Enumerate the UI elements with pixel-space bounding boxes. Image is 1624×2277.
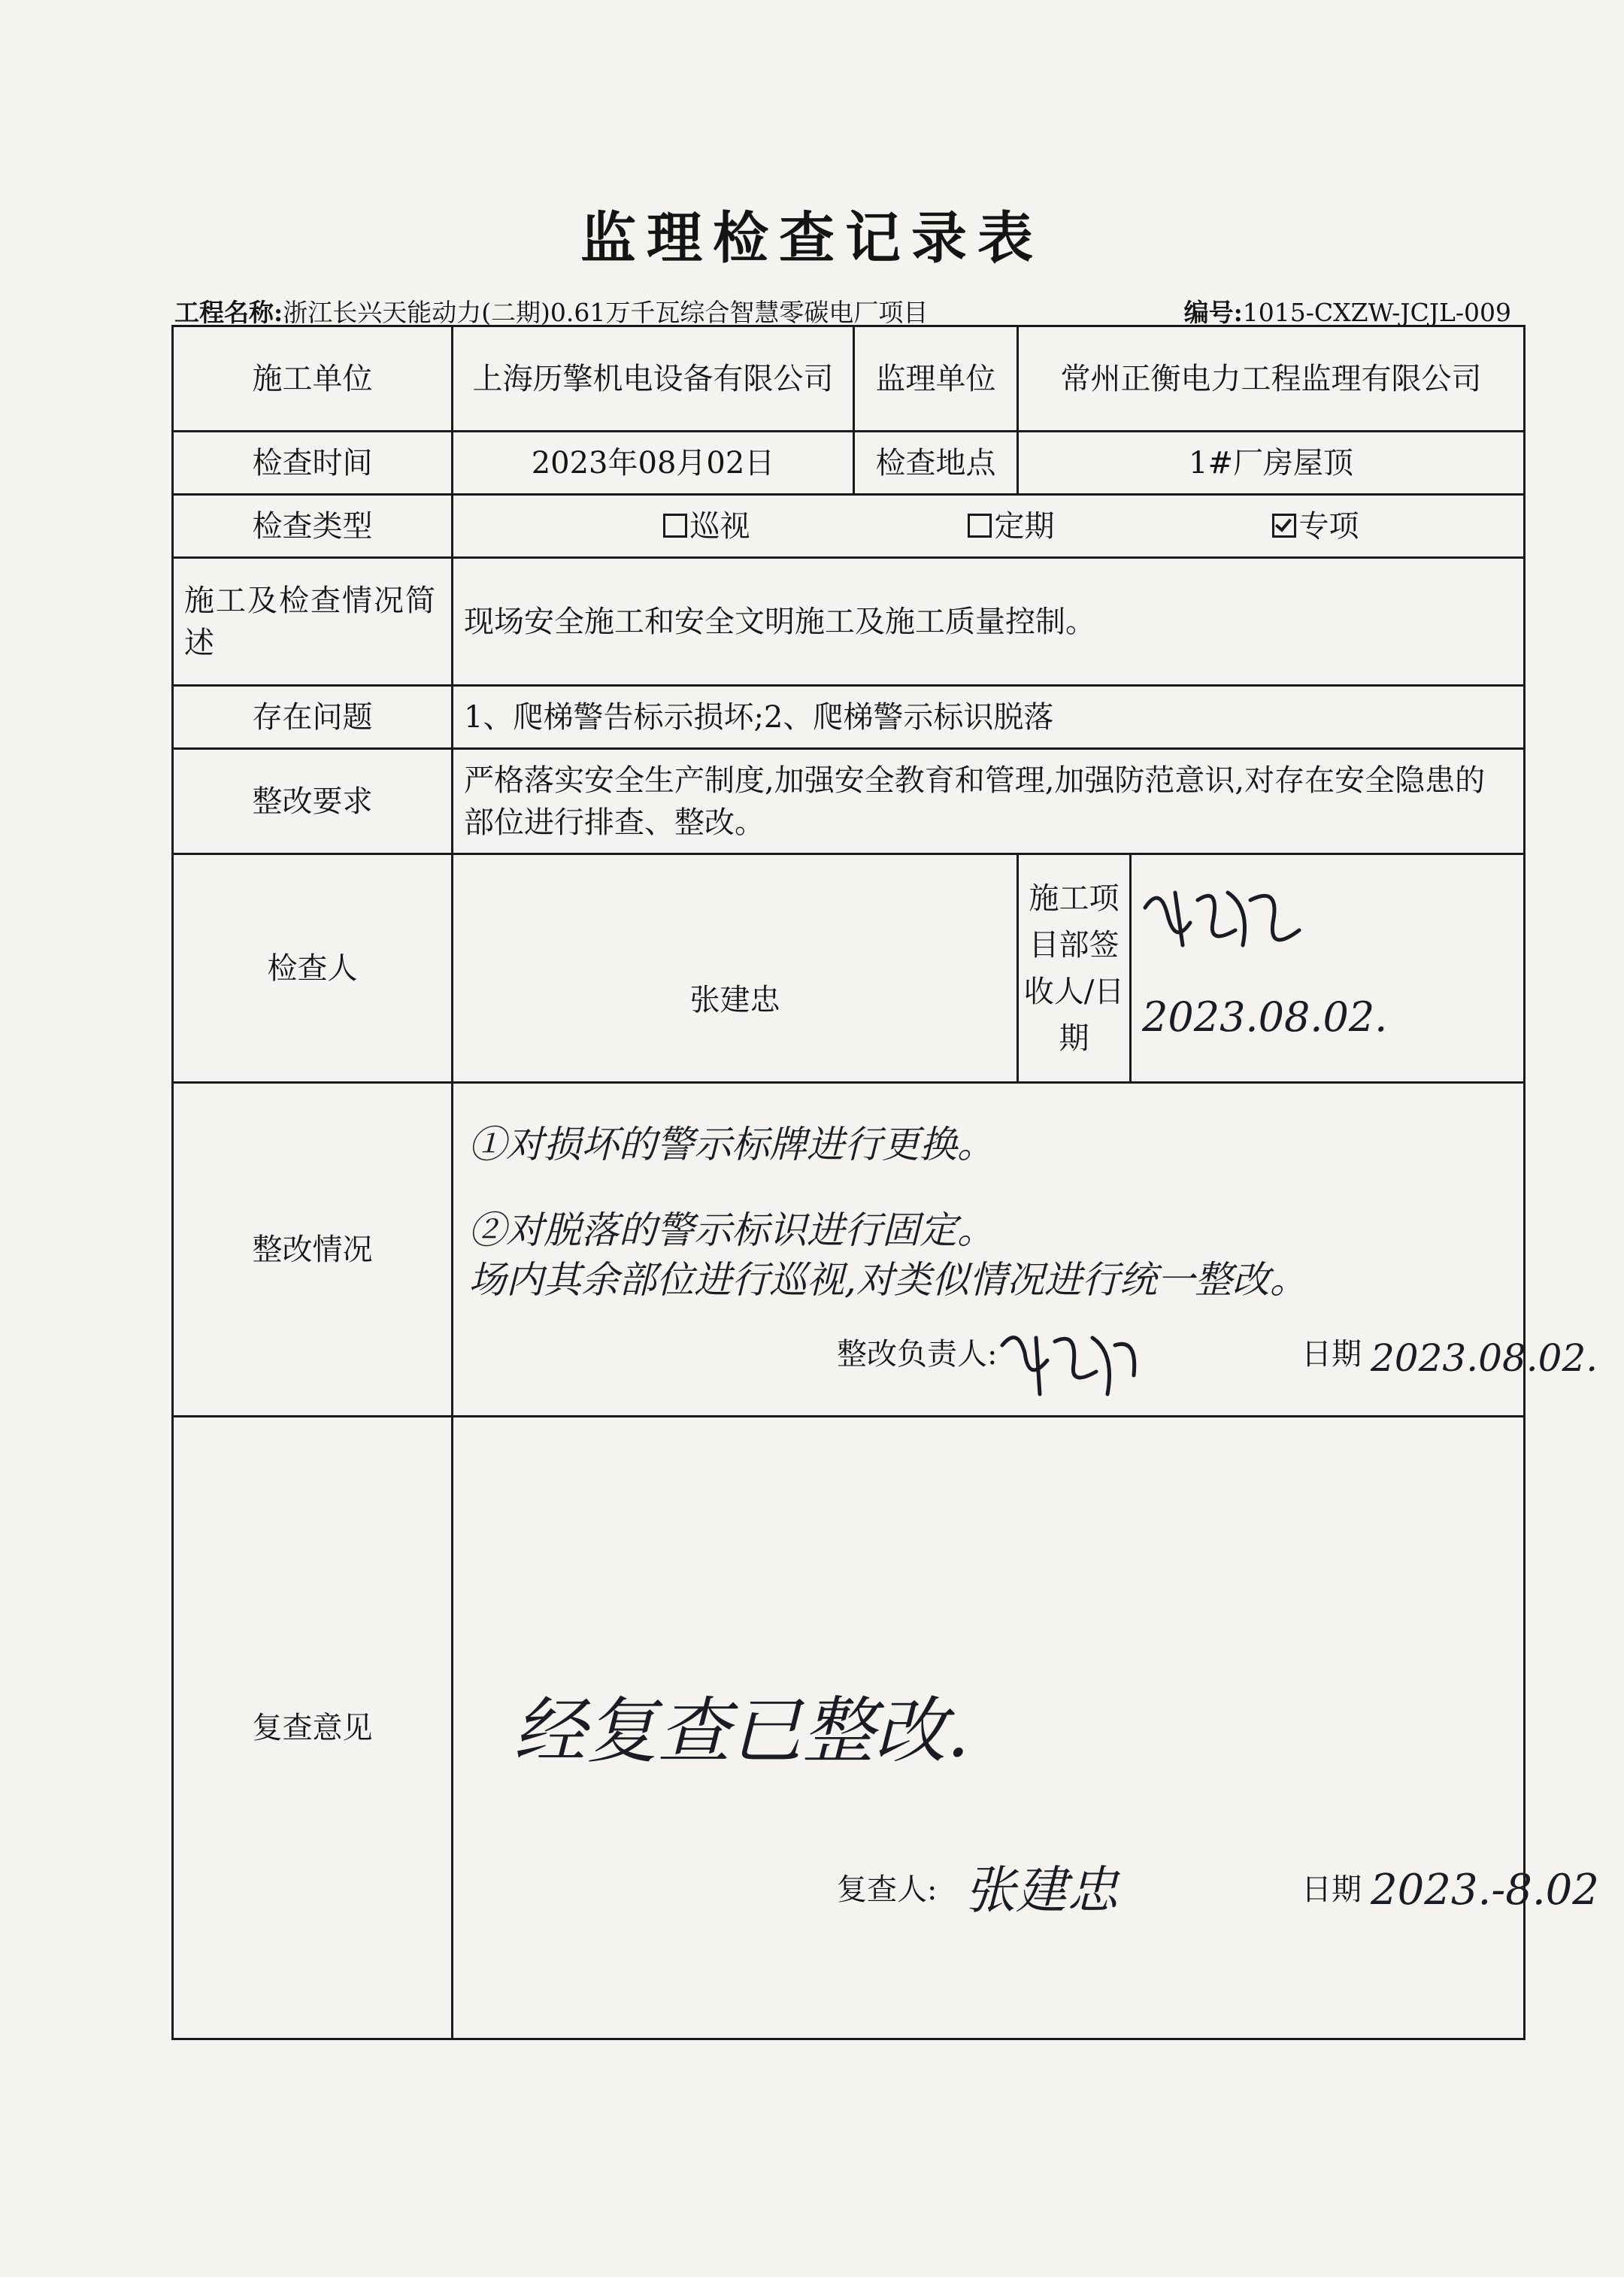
rect-person-signature-icon bbox=[995, 1323, 1145, 1405]
receiver-signature-cell bbox=[1131, 854, 1525, 1083]
check-type-label: 检查类型 bbox=[173, 495, 453, 558]
row-rectification bbox=[173, 1083, 1525, 1417]
rect-date-label: 日期 bbox=[1301, 1337, 1362, 1372]
header-line bbox=[174, 293, 1511, 329]
review-opinion: 经复查已整改. bbox=[514, 1689, 970, 1773]
review-date-label: 日期 bbox=[1301, 1872, 1362, 1907]
supervision-unit-label: 监理单位 bbox=[854, 326, 1018, 432]
check-type-options bbox=[453, 495, 1525, 558]
row-time-place bbox=[173, 432, 1525, 495]
reviewer-signature: 张建忠 bbox=[965, 1861, 1119, 1921]
inspector-value: 张建忠 bbox=[453, 854, 1018, 1083]
row-summary bbox=[173, 558, 1525, 686]
review-label: 复查意见 bbox=[173, 1417, 453, 2039]
check-place-label: 检查地点 bbox=[854, 432, 1018, 495]
project-field bbox=[174, 293, 928, 329]
number-label: 编号: bbox=[1183, 298, 1243, 327]
rectification-line-1: ①对损坏的警示标牌进行更换。 bbox=[468, 1123, 995, 1166]
check-type-special-label: 专项 bbox=[1298, 508, 1359, 544]
construction-unit-value: 上海历擎机电设备有限公司 bbox=[453, 326, 854, 432]
row-review bbox=[173, 1417, 1525, 2039]
problems-label: 存在问题 bbox=[173, 686, 453, 749]
row-inspector bbox=[173, 854, 1525, 1083]
row-units bbox=[173, 326, 1525, 432]
receiver-label: 施工项目部签收人/日期 bbox=[1018, 854, 1131, 1083]
problems-value: 1、爬梯警告标示损坏;2、爬梯警示标识脱落 bbox=[453, 686, 1525, 749]
check-type-patrol-label: 巡视 bbox=[689, 508, 750, 544]
rectification-line-2: ②对脱落的警示标识进行固定。 bbox=[468, 1208, 995, 1252]
rect-date: 2023.08.02. bbox=[1371, 1336, 1598, 1380]
check-type-regular[interactable] bbox=[968, 505, 1055, 547]
rect-person-label: 整改负责人: bbox=[837, 1337, 998, 1372]
record-table bbox=[171, 325, 1599, 2040]
review-date: 2023.-8.02 bbox=[1371, 1866, 1599, 1915]
rectification-line-3: 场内其余部位进行巡视,对类似情况进行统一整改。 bbox=[468, 1258, 1307, 1302]
construction-unit-label: 施工单位 bbox=[173, 326, 453, 432]
supervision-unit-value: 常州正衡电力工程监理有限公司 bbox=[1018, 326, 1525, 432]
check-time-label: 检查时间 bbox=[173, 432, 453, 495]
row-requirements bbox=[173, 749, 1525, 854]
review-cell bbox=[453, 1417, 1599, 2039]
summary-label: 施工及检查情况简述 bbox=[173, 558, 453, 686]
project-name: 浙江长兴天能动力(二期)0.61万千瓦综合智慧零碳电厂项目 bbox=[283, 298, 929, 327]
check-type-regular-label: 定期 bbox=[994, 508, 1055, 544]
requirements-value: 严格落实安全生产制度,加强安全教育和管理,加强防范意识,对存在安全隐患的部位进行排查、整改。 bbox=[453, 749, 1525, 854]
check-time-value: 2023年08月02日 bbox=[453, 432, 854, 495]
receiver-signature-icon bbox=[1138, 878, 1310, 968]
checkbox-special-checked[interactable] bbox=[1272, 514, 1296, 538]
check-type-patrol[interactable] bbox=[663, 505, 750, 547]
inspector-label: 检查人 bbox=[173, 854, 453, 1083]
project-label: 工程名称: bbox=[174, 298, 283, 327]
number-value: 1015-CXZW-JCJL-009 bbox=[1242, 298, 1511, 327]
rectification-label: 整改情况 bbox=[173, 1083, 453, 1417]
row-problems bbox=[173, 686, 1525, 749]
summary-value: 现场安全施工和安全文明施工及施工质量控制。 bbox=[453, 558, 1525, 686]
receiver-date: 2023.08.02. bbox=[1142, 993, 1388, 1041]
check-place-value: 1#厂房屋顶 bbox=[1018, 432, 1525, 495]
checkbox-regular[interactable] bbox=[968, 514, 992, 538]
number-field bbox=[1184, 293, 1511, 329]
requirements-label: 整改要求 bbox=[173, 749, 453, 854]
checkbox-patrol[interactable] bbox=[663, 514, 687, 538]
reviewer-label: 复查人: bbox=[837, 1872, 938, 1907]
page-title: 监理检查记录表 bbox=[580, 206, 1044, 271]
check-type-special[interactable] bbox=[1272, 505, 1359, 547]
row-check-type bbox=[173, 495, 1525, 558]
rectification-cell bbox=[453, 1083, 1598, 1417]
